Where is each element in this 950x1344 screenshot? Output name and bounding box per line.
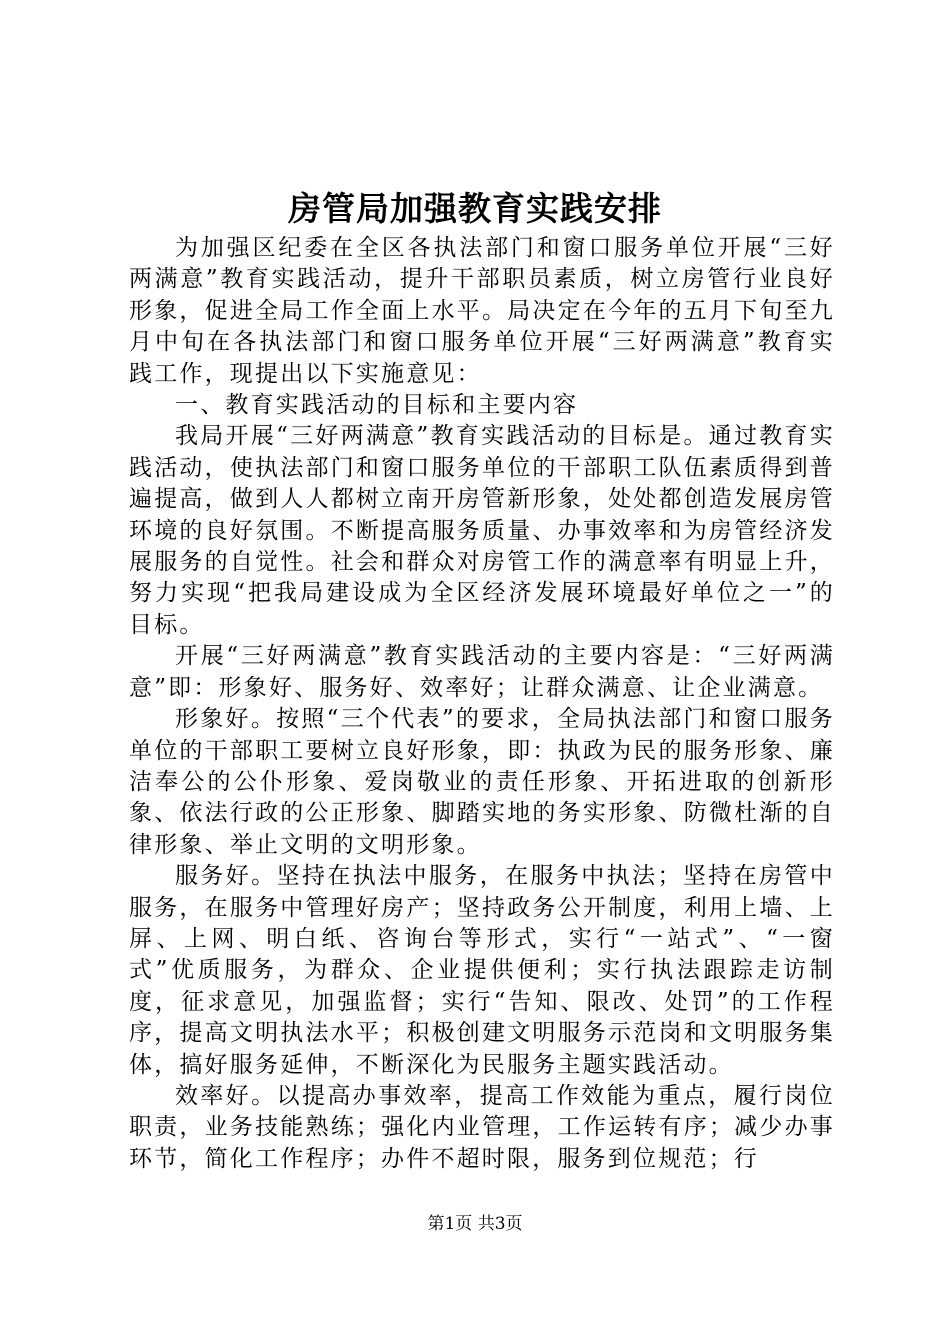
paragraph: 效率好。以提高办事效率，提高工作效能为重点，履行岗位职责，业务技能熟练；强化内业管理，工作运转有序；减少办事环节，简化工作程序；办件不超时限，服务到位规范；行 — [129, 1082, 835, 1172]
paragraph: 服务好。坚持在执法中服务，在服务中执法；坚持在房管中服务，在服务中管理好房产；坚持政务公开制度，利用上墙、上屏、上网、明白纸、咨询台等形式，实行“一站式”、“一窗式”优质服务，为群众、企业提供便利；实行执法跟踪走访制度，征求意见，加强监督；实行“告知、限改、处罚”的工作程序，提高文明执法水平；积极创建文明服务示范岗和文明服务集体，搞好服务延伸，不断深化为民服务主题实践活动。 — [129, 863, 835, 1078]
paragraph: 我局开展“三好两满意”教育实践活动的目标是。通过教育实践活动，使执法部门和窗口服务单位的干部职工队伍素质得到普遍提高，做到人人都树立南开房管新形象，处处都创造发展房管环境的良好氛围。不断提高服务质量、办事效率和为房管经济发展服务的自觉性。社会和群众对房管工作的满意率有明显上升，努力实现“把我局建设成为全区经济发展环境最好单位之一”的目标。 — [129, 423, 835, 638]
page-footer: 第1页 共3页 — [427, 1214, 523, 1234]
paragraph: 开展“三好两满意”教育实践活动的主要内容是：“三好两满意”即：形象好、服务好、效率好；让群众满意、让企业满意。 — [129, 643, 835, 701]
document-title: 房管局加强教育实践安排 — [288, 189, 662, 228]
paragraph: 形象好。按照“三个代表”的要求，全局执法部门和窗口服务单位的干部职工要树立良好形象，即：执政为民的服务形象、廉洁奉公的公仆形象、爱岗敬业的责任形象、开拓进取的创新形象、依法行政的公正形象、脚踏实地的务实形象、防微杜渐的自律形象、举止文明的文明形象。 — [129, 706, 835, 858]
document-body — [129, 233, 835, 1175]
paragraph: 为加强区纪委在全区各执法部门和窗口服务单位开展“三好两满意”教育实践活动，提升干部职员素质，树立房管行业良好形象，促进全局工作全面上水平。局决定在今年的五月下旬至九月中旬在各执法部门和窗口服务单位开展“三好两满意”教育实践工作，现提出以下实施意见： — [129, 235, 835, 387]
section-heading: 一、教育实践活动的目标和主要内容 — [175, 392, 579, 419]
